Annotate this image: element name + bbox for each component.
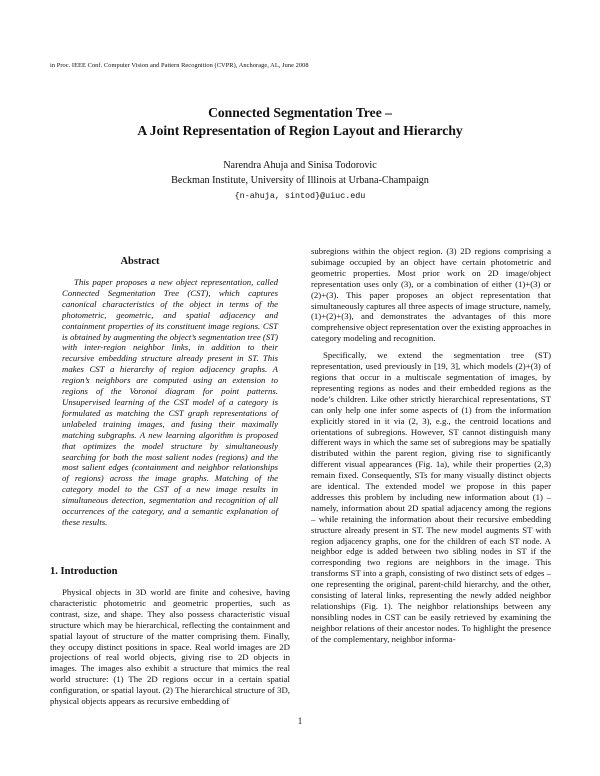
paper-title-line-1: Connected Segmentation Tree – (208, 105, 392, 120)
abstract-heading: Abstract (120, 256, 160, 267)
right-column-paragraph-2: Specifically, we extend the segmentation tree (ST) representation, used previously in [19, 3], which models (2)+(3) of regions that occur in a multiscale segmentation of images, by representing regions as nodes and their embedded regions as the node’s children. Like other strictly hierarchical representations, ST can only help one infer some aspects of (1) from the information explicitly stored in it via (2, 3), e.g., the centroid locations and orientations of subregions. However, ST cannot distinguish many different ways in which the same set of subregions may be spatially distributed within the parent region, giving rise to significantly different visual appearances (Fig. 1a), while their properties (2,3) remain fixed. Consequently, STs for many visually distinct objects are identical. The extended model we propose in this paper addresses this problem by including new information about (1) – namely, information about 2D spatial adjacency among the regions – while retaining the information about their recursive embedding structure already present in ST. The new model augments ST with region adjacency graphs, one for the children of each ST node. A neighbor edge is added between two sibling nodes in ST if the corresponding two regions are neighbors in the image. This transforms ST into a graph, consisting of two distinct sets of edges – one representing the original, parent-child hierarchy, and the other, consisting of lateral links, representing the newly added neighbor relationships (Fig. 1). The neighbor relationships between any nonsibling nodes in CST can be easily retrieved by examining the neighbor relations of their ancestor nodes. To highlight the presence of the complementary, neighbor informa- (311, 350, 551, 644)
introduction-text: Physical objects in 3D world are finite and cohesive, having characteristic photometric and geometric properties, such as contrast, size, and shape. They also possess characteristic visual structure which may be hierarchical, reflecting the containment and spatial layout of structure of the matter comprising them. Finally, they occupy distinct positions in space. Real world images are 2D projections of real world objects, giving rise to 2D objects in images. The images also exhibit a structure that mimics the real world structure: (1) The 2D regions occur in a certain spatial configuration, or spatial layout. (2) The hierarchical structure of 3D, physical objects appears as recursive embedding of (50, 587, 290, 707)
right-column-paragraph-1: subregions within the object region. (3) 2D regions comprising a subimage occupied by an object have certain photometric and geometric properties. Most prior work on 2D image/object representation uses only (3), or a combination of either (1)+(3) or (2)+(3). This paper proposes an object representation that simultaneously captures all three aspects of image structure, namely, (1)+(2)+(3), and demonstrates the advantages of this more comprehensive object representation over the existing approaches in category modeling and recognition. (311, 246, 551, 344)
author-email: {n-ahuja, sintod}@uiuc.edu (234, 191, 366, 201)
introduction-heading: 1. Introduction (50, 566, 118, 577)
author-names: Narendra Ahuja and Sinisa Todorovic (223, 160, 377, 171)
paper-title-line-2: A Joint Representation of Region Layout and Hierarchy (137, 123, 463, 138)
abstract-body (62, 277, 278, 528)
abstract-text: This paper proposes a new object representation, called Connected Segmentation Tree (CST), which captures canonical characteristics of the object in terms of the photometric, geometric, and spatial adjacency and containment properties of its constituent image regions. CST is obtained by augmenting the object’s segmentation tree (ST) with inter-region neighbor links, in addition to their recursive embedding structure already present in ST. This makes CST a hierarchy of region adjacency graphs. A region’s neighbors are computed using an extension to regions of the Voronoi diagram for point patterns. Unsupervised learning of the CST model of a category is formulated as matching the CST graph representations of unlabeled training images, and fusing their maximally matching subgraphs. A new learning algorithm is proposed that optimizes the model structure by simultaneously searching for both the most salient nodes (regions) and the most salient edges (containment and neighbor relationships of regions) across the image graphs. Matching of the category model to the CST of a new image results in simultaneous detection, segmentation and recognition of all occurrences of the category, and a semantic explanation of these results. (62, 277, 278, 527)
running-header: in Proc. IEEE Conf. Computer Vision and Pattern Recognition (CVPR), Anchorage, AL, June 2008 (50, 62, 309, 69)
introduction-body (50, 587, 290, 707)
author-affiliation: Beckman Institute, University of Illinois at Urbana-Champaign (171, 175, 429, 186)
page-number: 1 (297, 716, 303, 726)
right-column (311, 246, 551, 645)
